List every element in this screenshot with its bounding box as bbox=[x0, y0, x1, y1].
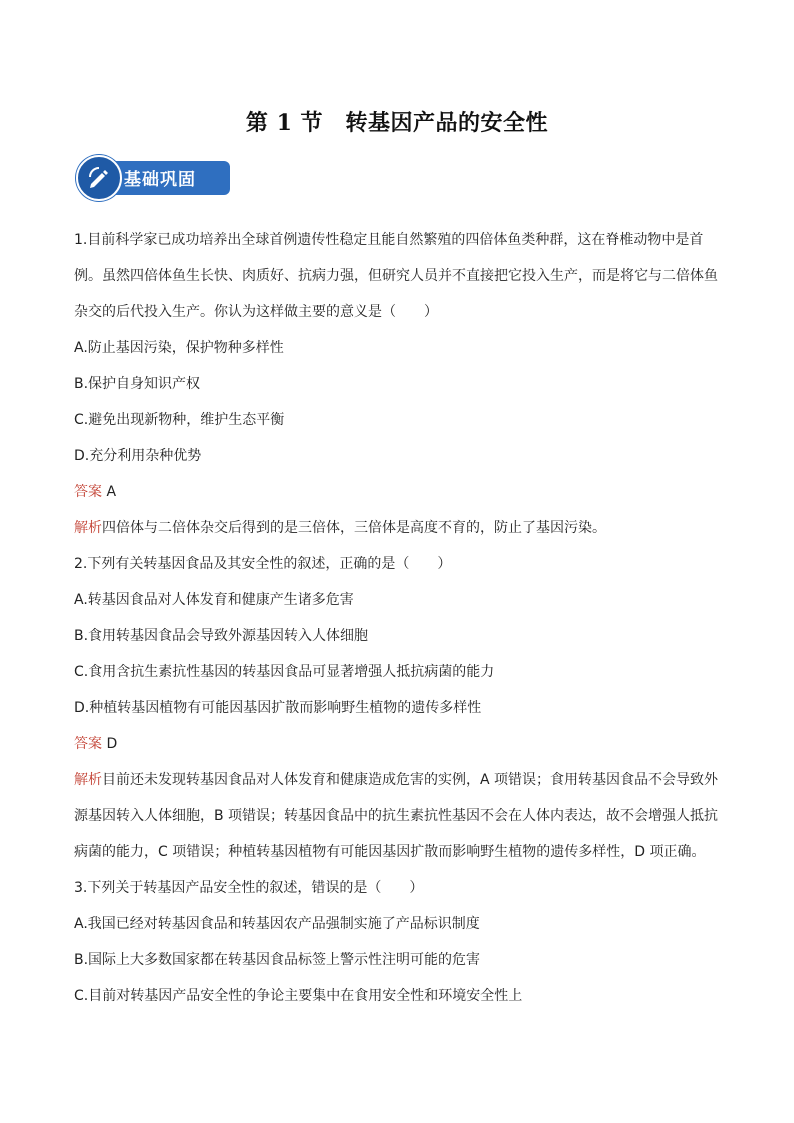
option-d: D.充分利用杂种优势 bbox=[74, 448, 202, 464]
analysis-text: 病菌的能力，C 项错误；种植转基因植物有可能因基因扩散而影响野生植物的遗传多样性，D 项正确。 bbox=[74, 844, 706, 860]
option-b: B.保护自身知识产权 bbox=[74, 376, 201, 392]
analysis-label: 解析 bbox=[74, 520, 102, 536]
option-a: A.转基因食品对人体发育和健康产生诸多危害 bbox=[74, 592, 354, 608]
option-c: C.目前对转基因产品安全性的争论主要集中在食用安全性和环境安全性上 bbox=[74, 988, 523, 1004]
option-a: A.我国已经对转基因食品和转基因农产品强制实施了产品标识制度 bbox=[74, 916, 480, 932]
section-title: 基础巩固 bbox=[124, 170, 196, 190]
badge-circle bbox=[76, 155, 122, 201]
analysis-label: 解析 bbox=[74, 772, 102, 788]
question-3 bbox=[74, 870, 724, 1014]
question-stem: 杂交的后代投入生产。你认为这样做主要的意义是（ ） bbox=[74, 304, 438, 320]
answer-value: A bbox=[102, 484, 117, 500]
question-list bbox=[74, 222, 724, 1014]
question-1 bbox=[74, 222, 724, 546]
analysis-text: 四倍体与二倍体杂交后得到的是三倍体，三倍体是高度不育的，防止了基因污染。 bbox=[102, 520, 606, 536]
option-b: B.食用转基因食品会导致外源基因转入人体细胞 bbox=[74, 628, 369, 644]
answer-label: 答案 bbox=[74, 484, 102, 500]
question-stem: 例。虽然四倍体鱼生长快、肉质好、抗病力强，但研究人员并不直接把它投入生产，而是将它与二倍体鱼 bbox=[74, 268, 718, 284]
analysis-line bbox=[74, 762, 724, 798]
question-stem: 1.目前科学家已成功培养出全球首例遗传性稳定且能自然繁殖的四倍体鱼类种群，这在脊椎动物中是首 bbox=[74, 232, 704, 248]
analysis-text: 源基因转入人体细胞，B 项错误；转基因食品中的抗生素抗性基因不会在人体内表达，故不会增强人抵抗 bbox=[74, 808, 719, 824]
question-stem: 3.下列关于转基因产品安全性的叙述，错误的是（ ） bbox=[74, 880, 424, 896]
answer-value: D bbox=[102, 736, 118, 752]
question-2 bbox=[74, 546, 724, 870]
option-b: B.国际上大多数国家都在转基因食品标签上警示性注明可能的危害 bbox=[74, 952, 481, 968]
option-a: A.防止基因污染，保护物种多样性 bbox=[74, 340, 284, 356]
question-stem: 2.下列有关转基因食品及其安全性的叙述，正确的是（ ） bbox=[74, 556, 452, 572]
option-c: C.避免出现新物种，维护生态平衡 bbox=[74, 412, 285, 428]
section-badge bbox=[76, 155, 232, 199]
pencil-icon bbox=[86, 165, 112, 191]
page-title: 第 1 节 转基因产品的安全性 bbox=[245, 110, 549, 136]
answer-line bbox=[74, 474, 724, 510]
answer-line bbox=[74, 726, 724, 762]
option-c: C.食用含抗生素抗性基因的转基因食品可显著增强人抵抗病菌的能力 bbox=[74, 664, 495, 680]
analysis-line bbox=[74, 510, 724, 546]
answer-label: 答案 bbox=[74, 736, 102, 752]
analysis-text: 目前还未发现转基因食品对人体发育和健康造成危害的实例，A 项错误；食用转基因食品不会导致外 bbox=[102, 772, 719, 788]
option-d: D.种植转基因植物有可能因基因扩散而影响野生植物的遗传多样性 bbox=[74, 700, 482, 716]
